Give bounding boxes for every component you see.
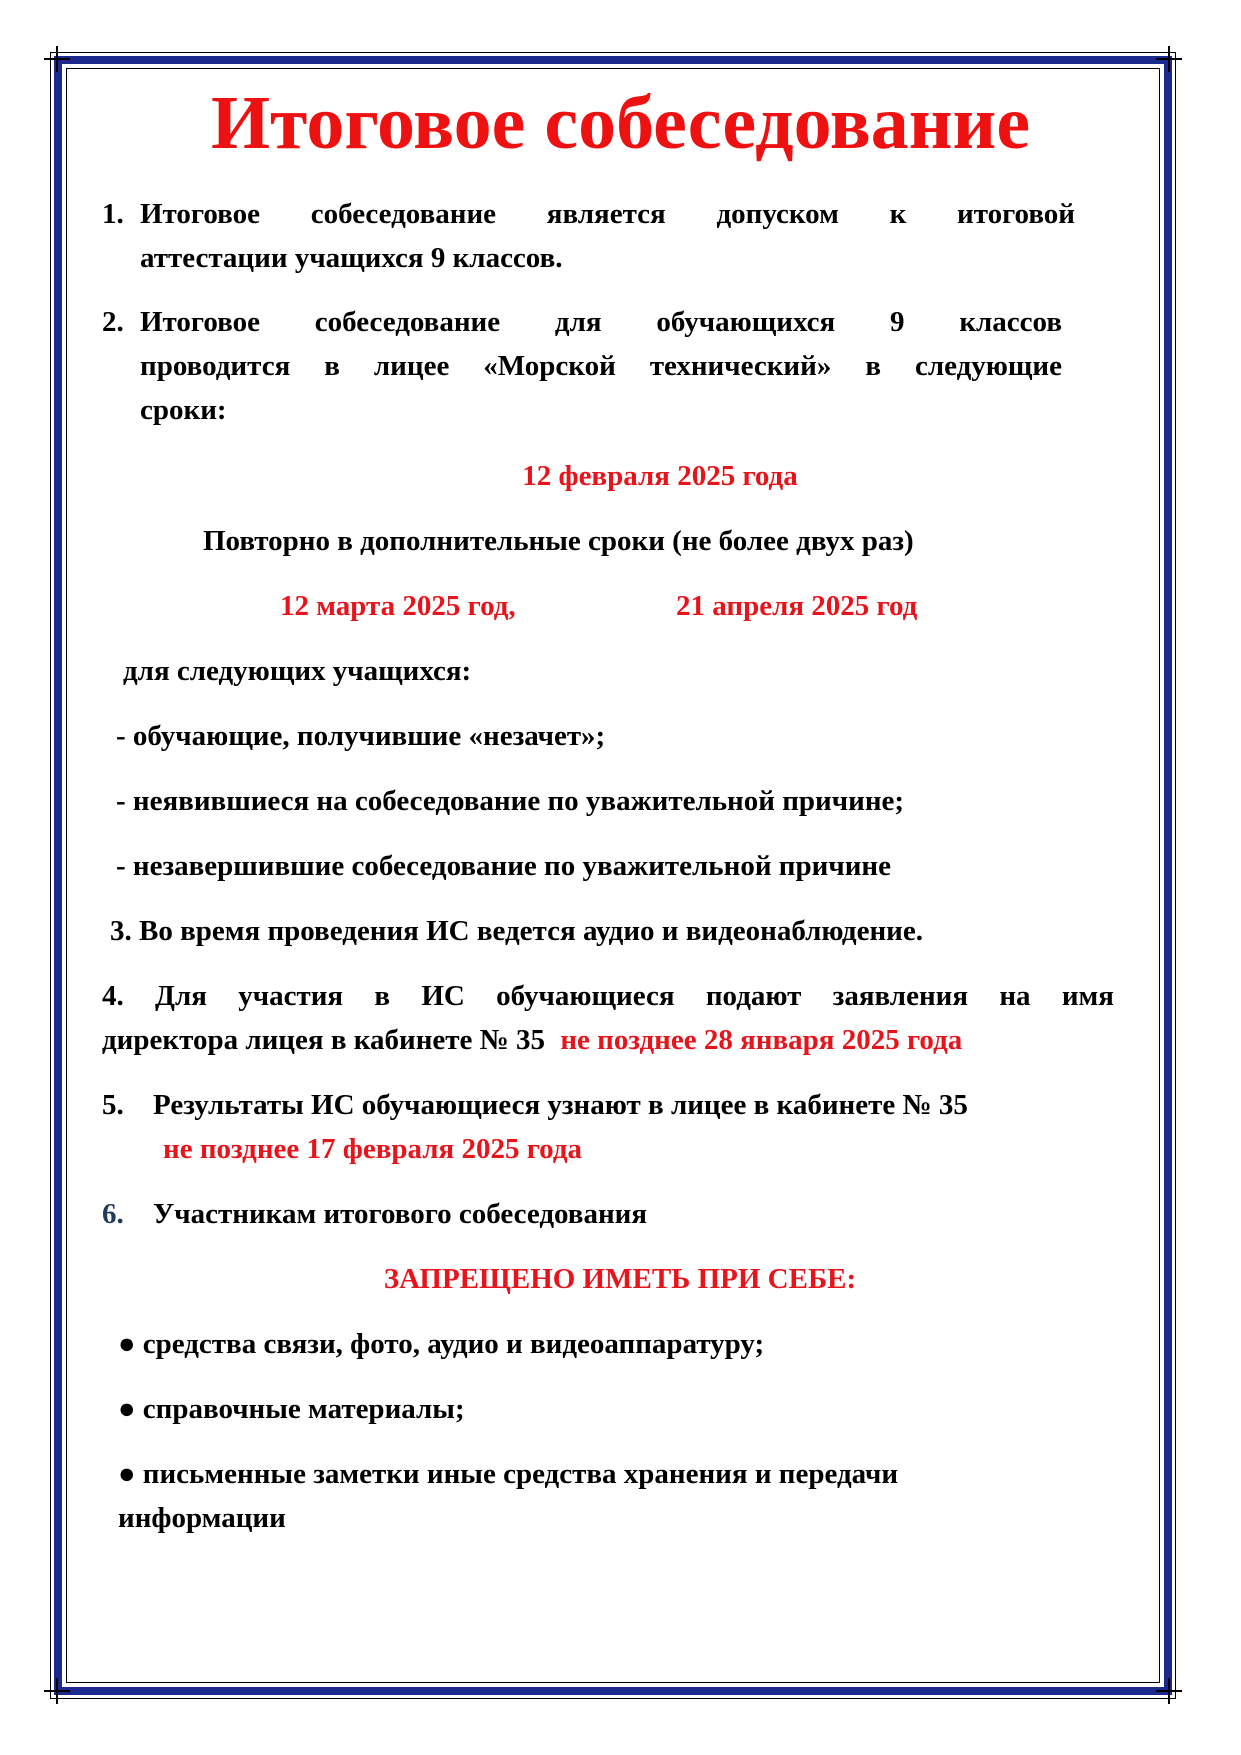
item-5-number: 5. — [102, 1089, 124, 1121]
main-date: 12 февраля 2025 года — [522, 460, 798, 492]
item-1-number: 1. — [102, 198, 124, 230]
item-4-line-2 — [102, 1018, 962, 1062]
corner-ornament-top-left — [44, 46, 70, 72]
extra-date-2: 21 апреля 2025 год — [676, 590, 918, 622]
item-1-line-1: Итоговое собеседование является допуском к итоговой — [140, 198, 1075, 230]
item-3: 3. Во время проведения ИС ведется аудио и видеонаблюдение. — [110, 915, 924, 947]
corner-ornament-top-right — [1156, 46, 1182, 72]
item-5-line-1: Результаты ИС обучающиеся узнают в лицее в кабинете № 35 — [153, 1089, 968, 1121]
prohibited-item: ● справочные материалы; — [118, 1393, 465, 1425]
prohibited-item: ● средства связи, фото, аудио и видеоаппаратуру; — [118, 1328, 765, 1360]
category-item: - неявившиеся на собеседование по уважительной причине; — [116, 785, 905, 817]
item-6-text: Участникам итогового собеседования — [153, 1198, 648, 1230]
prohibited-heading: ЗАПРЕЩЕНО ИМЕТЬ ПРИ СЕБЕ: — [383, 1263, 857, 1295]
page-title: Итоговое собеседование — [210, 81, 1031, 165]
item-4-deadline: не позднее 28 января 2025 года — [560, 1024, 963, 1056]
for-students-label: для следующих учащихся: — [123, 655, 472, 687]
repeat-heading: Повторно в дополнительные сроки (не более двух раз) — [203, 525, 914, 557]
item-1-line-2: аттестации учащихся 9 классов. — [140, 242, 563, 274]
item-6-number: 6. — [102, 1198, 124, 1230]
corner-ornament-bottom-right — [1156, 1678, 1182, 1704]
extra-date-1: 12 марта 2025 год, — [280, 590, 516, 622]
item-2-line-2: проводится в лицее «Морской технический» в следующие — [140, 350, 1062, 382]
corner-ornament-bottom-left — [44, 1678, 70, 1704]
item-5-deadline: не позднее 17 февраля 2025 года — [163, 1133, 583, 1165]
category-item: - обучающие, получившие «незачет»; — [116, 720, 606, 752]
category-item: - незавершившие собеседование по уважительной причине — [116, 850, 891, 882]
item-4-line-1: 4. Для участия в ИС обучающиеся подают заявления на имя — [102, 980, 1114, 1012]
item-2-line-1: Итоговое собеседование для обучающихся 9 классов — [140, 306, 1062, 338]
item-2-number: 2. — [102, 306, 124, 338]
prohibited-item: ● письменные заметки иные средства хранения и передачи — [118, 1458, 899, 1490]
prohibited-item-continuation: информации — [118, 1502, 286, 1534]
item-4-line-2-text: директора лицея в кабинете № 35 — [102, 1024, 546, 1056]
item-2-line-3: сроки: — [140, 394, 227, 426]
